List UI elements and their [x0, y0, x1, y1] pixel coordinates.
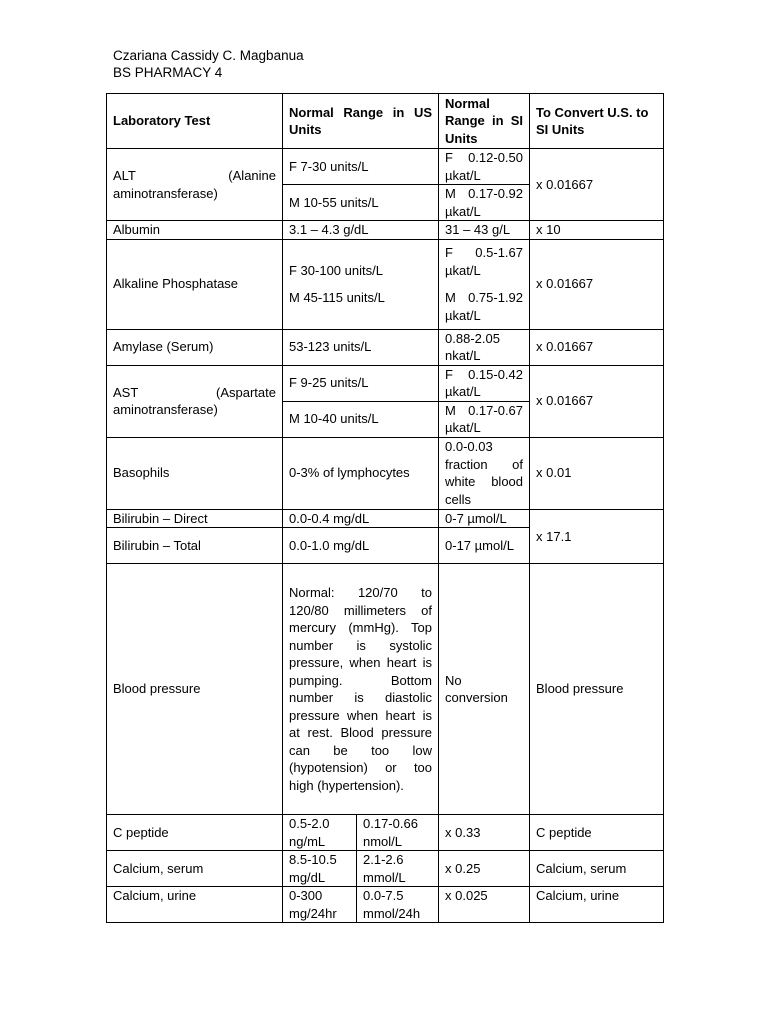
- si-range-alt-female: F 0.12-0.50 µkat/L: [439, 149, 530, 185]
- test-name-bilirubin-total: Bilirubin – Total: [107, 528, 283, 564]
- test-name-ast: AST (Aspartate aminotransferase): [107, 365, 283, 437]
- factor-calcium-urine: x 0.025: [439, 887, 530, 923]
- test-name-albumin: Albumin: [107, 221, 283, 240]
- test-name-c-peptide: C peptide: [107, 815, 283, 851]
- test-name-blood-pressure: Blood pressure: [107, 564, 283, 815]
- us-range-alkaline-phosphatase: [283, 239, 439, 329]
- us-range-calcium-urine: 0-300 mg/24hr: [283, 887, 357, 923]
- si-range-bilirubin-total: 0-17 µmol/L: [439, 528, 530, 564]
- us-range-alp-female: F 30-100 units/L: [289, 262, 383, 278]
- lab-values-table: [106, 93, 664, 923]
- us-range-alt-male: M 10-55 units/L: [283, 185, 439, 221]
- document-header: [113, 47, 304, 81]
- us-range-bilirubin-direct: 0.0-0.4 mg/dL: [283, 509, 439, 528]
- us-range-ast-male: M 10-40 units/L: [283, 401, 439, 437]
- table-row-alt: [107, 149, 664, 185]
- student-name: Czariana Cassidy C. Magbanua: [113, 48, 304, 63]
- table-row-calcium-urine: [107, 887, 664, 923]
- test-name-bilirubin-direct: Bilirubin – Direct: [107, 509, 283, 528]
- convert-ast: x 0.01667: [530, 365, 664, 437]
- si-range-blood-pressure: No conversion: [439, 564, 530, 815]
- table-row-albumin: [107, 221, 664, 240]
- us-range-bilirubin-total: 0.0-1.0 mg/dL: [283, 528, 439, 564]
- convert-calcium-serum: Calcium, serum: [530, 851, 664, 887]
- us-range-alp-male: M 45-115 units/L: [289, 290, 385, 305]
- convert-bilirubin: x 17.1: [530, 509, 664, 564]
- table-row-amylase: [107, 329, 664, 365]
- us-range-blood-pressure: Normal: 120/70 to 120/80 millimeters of mercury (mmHg). Top number is systolic pressure, when heart is pumping. Bottom number is diastolic pressure when heart is at rest. Blood pressure can be too low (hypotension) or too high (hypertension).: [283, 564, 439, 815]
- us-range-c-peptide: 0.5-2.0 ng/mL: [283, 815, 357, 851]
- us-range-ast-female: F 9-25 units/L: [283, 365, 439, 401]
- us-range-amylase: 53-123 units/L: [283, 329, 439, 365]
- table-row-bilirubin-direct: [107, 509, 664, 528]
- si-range-c-peptide: 0.17-0.66 nmol/L: [357, 815, 439, 851]
- si-range-alp-female: F 0.5-1.67 µkat/L: [445, 245, 524, 278]
- si-range-ast-male: M 0.17-0.67 µkat/L: [439, 401, 530, 437]
- si-range-calcium-serum: 2.1-2.6 mmol/L: [357, 851, 439, 887]
- test-name-calcium-urine: Calcium, urine: [107, 887, 283, 923]
- test-name-calcium-serum: Calcium, serum: [107, 851, 283, 887]
- si-range-calcium-urine: 0.0-7.5 mmol/24h: [357, 887, 439, 923]
- table-row-c-peptide: [107, 815, 664, 851]
- test-name-basophils: Basophils: [107, 437, 283, 509]
- table-row-basophils: [107, 437, 664, 509]
- convert-calcium-urine: Calcium, urine: [530, 887, 664, 923]
- si-range-alp-male: M 0.75-1.92 µkat/L: [445, 290, 524, 323]
- convert-albumin: x 10: [530, 221, 664, 240]
- header-convert: To Convert U.S. to SI Units: [530, 94, 664, 149]
- convert-alt: x 0.01667: [530, 149, 664, 221]
- course-label: BS PHARMACY 4: [113, 65, 223, 80]
- si-range-bilirubin-direct: 0-7 µmol/L: [439, 509, 530, 528]
- table-row-calcium-serum: [107, 851, 664, 887]
- us-range-alt-female: F 7-30 units/L: [283, 149, 439, 185]
- test-name-amylase: Amylase (Serum): [107, 329, 283, 365]
- convert-c-peptide: C peptide: [530, 815, 664, 851]
- us-range-albumin: 3.1 – 4.3 g/dL: [283, 221, 439, 240]
- convert-basophils: x 0.01: [530, 437, 664, 509]
- convert-alkaline-phosphatase: x 0.01667: [530, 239, 664, 329]
- test-name-alkaline-phosphatase: Alkaline Phosphatase: [107, 239, 283, 329]
- test-name-alt: ALT (Alanine aminotransferase): [107, 149, 283, 221]
- header-si-units: Normal Range in SI Units: [439, 94, 530, 149]
- si-range-basophils: 0.0-0.03 fraction of white blood cells: [439, 437, 530, 509]
- factor-calcium-serum: x 0.25: [439, 851, 530, 887]
- table-row-blood-pressure: [107, 564, 664, 815]
- us-range-basophils: 0-3% of lymphocytes: [283, 437, 439, 509]
- si-range-amylase: 0.88-2.05 nkat/L: [439, 329, 530, 365]
- convert-amylase: x 0.01667: [530, 329, 664, 365]
- factor-c-peptide: x 0.33: [439, 815, 530, 851]
- si-range-ast-female: F 0.15-0.42 µkat/L: [439, 365, 530, 401]
- si-range-alt-male: M 0.17-0.92 µkat/L: [439, 185, 530, 221]
- convert-blood-pressure: Blood pressure: [530, 564, 664, 815]
- us-range-calcium-serum: 8.5-10.5 mg/dL: [283, 851, 357, 887]
- header-us-units: Normal Range in US Units: [283, 94, 439, 149]
- si-range-albumin: 31 – 43 g/L: [439, 221, 530, 240]
- table-row-ast: [107, 365, 664, 401]
- table-row-alkaline-phosphatase: [107, 239, 664, 329]
- header-laboratory-test: Laboratory Test: [107, 94, 283, 149]
- table-header-row: [107, 94, 664, 149]
- si-range-alkaline-phosphatase: [439, 239, 530, 329]
